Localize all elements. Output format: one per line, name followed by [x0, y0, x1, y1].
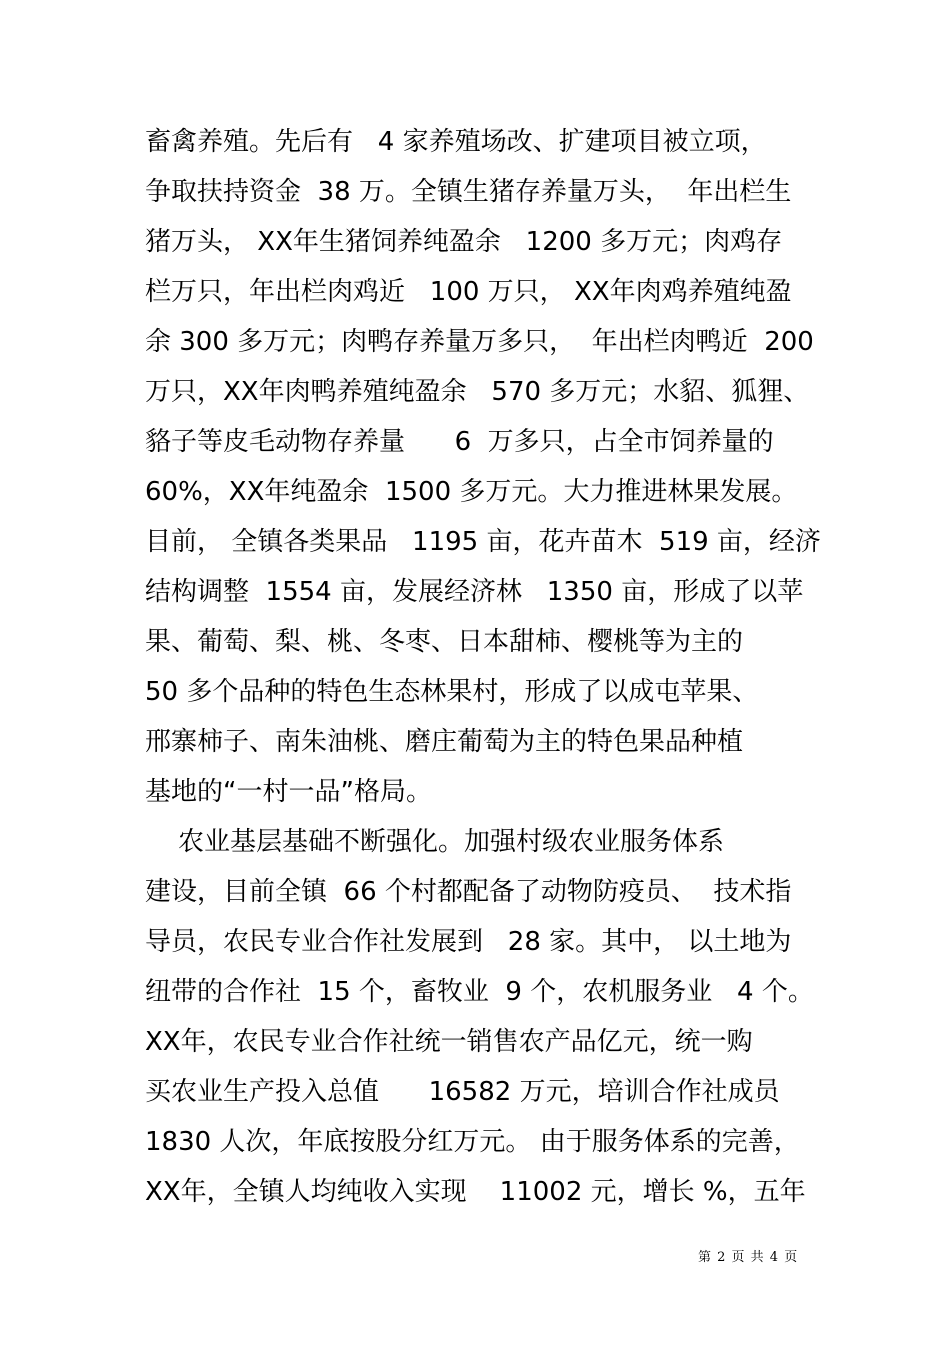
text-line: 果、葡萄、梨、桃、冬枣、日本甜柿、樱桃等为主的 [145, 627, 744, 657]
text-line: 60%，XX年纯盈余 1500 多万元。大力推进林果发展。 [145, 477, 798, 507]
text-line: 畜禽养殖。先后有 4 家养殖场改、扩建项目被立项， [145, 127, 767, 157]
text-line: 导员，农民专业合作社发展到 28 家。其中， 以土地为 [145, 927, 792, 957]
text-line: 目前， 全镇各类果品 1195 亩，花卉苗木 519 亩，经济 [145, 527, 821, 557]
text-line: 基地的“一村一品”格局。 [145, 777, 432, 807]
text-line: XX年，农民专业合作社统一销售农产品亿元，统一购 [145, 1027, 753, 1057]
text-line: 建设，目前全镇 66 个村都配备了动物防疫员、 技术指 [145, 877, 792, 907]
text-line: 纽带的合作社 15 个，畜牧业 9 个，农机服务业 4 个。 [145, 977, 814, 1007]
text-line: XX年，全镇人均纯收入实现 11002 元，增长 %，五年 [145, 1177, 806, 1207]
text-line: 猪万头， XX年生猪饲养纯盈余 1200 多万元；肉鸡存 [145, 227, 783, 257]
text-line: 结构调整 1554 亩，发展经济林 1350 亩，形成了以苹 [145, 577, 804, 607]
text-line: 买农业生产投入总值 16582 万元，培训合作社成员 [145, 1077, 780, 1107]
page-number: 第 2 页 共 4 页 [698, 1250, 799, 1265]
paragraph-start-line: 农业基层基础不断强化。加强村级农业服务体系 [145, 827, 725, 857]
text-line: 50 多个品种的特色生态林果村，形成了以成屯苹果、 [145, 677, 759, 707]
text-line: 1830 人次，年底按股分红万元。 由于服务体系的完善， [145, 1127, 800, 1157]
text-line: 栏万只，年出栏肉鸡近 100 万只， XX年肉鸡养殖纯盈 [145, 277, 792, 307]
text-line: 貉子等皮毛动物存养量 6 万多只，占全市饲养量的 [145, 427, 774, 457]
text-line: 万只，XX年肉鸭养殖纯盈余 570 多万元；水貂、狐狸、 [145, 377, 810, 407]
text-line: 邢寨柿子、南朱油桃、磨庄葡萄为主的特色果品种植 [145, 727, 744, 757]
text-line: 余 300 多万元；肉鸭存养量万多只， 年出栏肉鸭近 200 [145, 327, 814, 357]
text-line: 争取扶持资金 38 万。全镇生猪存养量万头， 年出栏生 [145, 177, 792, 207]
